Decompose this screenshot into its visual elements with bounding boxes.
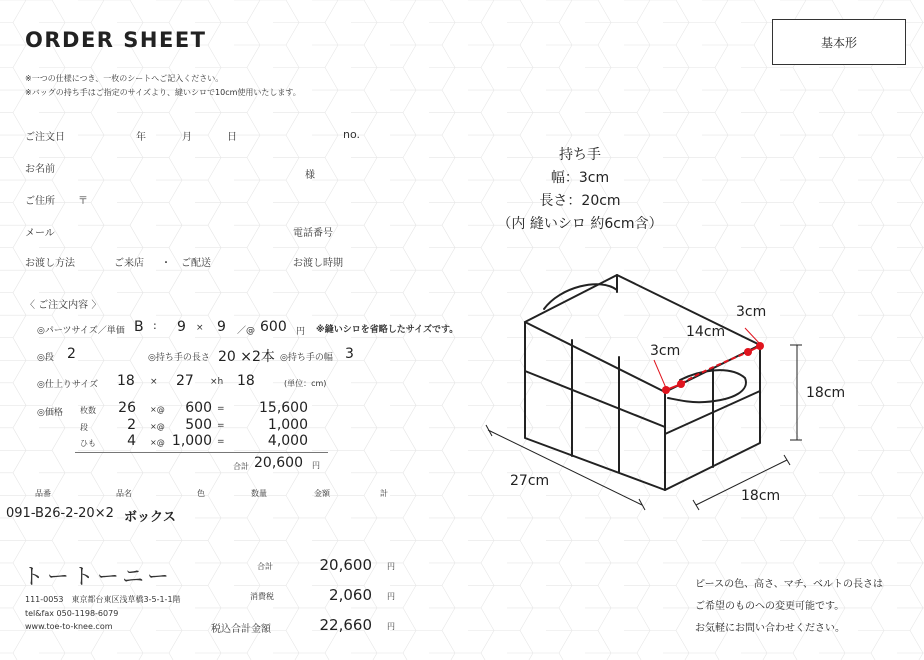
price-row-name: 枚数 bbox=[80, 406, 96, 415]
handle-length-label: ◎持ち手の長さ bbox=[148, 353, 210, 363]
dan-label: ◎段 bbox=[37, 353, 54, 363]
handle-spec-length: 長さ：20cm bbox=[539, 193, 621, 209]
delivery-method-label: お渡し方法 bbox=[25, 258, 75, 269]
price-row-amount: 15,600 bbox=[259, 400, 308, 416]
dimension-width: 27cm bbox=[510, 473, 550, 489]
handle-spec-width: 幅：3cm bbox=[550, 170, 610, 186]
company-logo: トートーニー bbox=[22, 565, 173, 590]
handle-width-value: 3 bbox=[345, 346, 354, 362]
price-row-equals: = bbox=[217, 404, 225, 414]
custom-note-3: お気軽にお問い合わせください。 bbox=[695, 623, 845, 634]
price-row-qty: 4 bbox=[127, 433, 136, 449]
price-row-at: ×@ bbox=[150, 405, 165, 414]
parts-yen: 円 bbox=[296, 327, 306, 337]
parts-height: 9 bbox=[217, 319, 226, 335]
mail-label: メール bbox=[25, 228, 55, 239]
price-row-amount: 1,000 bbox=[267, 417, 308, 433]
price-row-equals: = bbox=[217, 421, 225, 431]
handle-side-left: 3cm bbox=[650, 343, 681, 359]
subtotal-value: 20,600 bbox=[254, 455, 303, 471]
company-address: 111-0053 東京都台東区浅草橋3-5-1-1階 bbox=[25, 595, 181, 604]
delivery-ship: ご配送 bbox=[181, 258, 211, 269]
note-line-2: ※バッグの持ち手はご指定のサイズより、縫いシロで10cm使用いたします。 bbox=[25, 88, 301, 97]
finish-height: 18 bbox=[237, 373, 255, 389]
table-header-total: 計 bbox=[380, 489, 388, 498]
finish-times-h: ×h bbox=[210, 377, 224, 387]
table-header-code: 品番 bbox=[35, 489, 51, 498]
price-row-equals: = bbox=[217, 437, 225, 447]
price-row-qty: 2 bbox=[127, 417, 136, 433]
price-row-at: ×@ bbox=[150, 438, 165, 447]
product-name: ボックス bbox=[124, 510, 176, 525]
grand-total-label: 税込合計金額 bbox=[211, 624, 271, 635]
handle-length-value: 20 ×2本 bbox=[218, 349, 275, 365]
total-yen: 円 bbox=[387, 562, 395, 571]
day-label: 日 bbox=[227, 132, 237, 143]
dan-value: 2 bbox=[67, 346, 76, 362]
price-row-qty: 26 bbox=[118, 400, 136, 416]
dimension-height: 18cm bbox=[806, 385, 846, 401]
tax-value: 2,060 bbox=[329, 586, 372, 604]
parts-times: × bbox=[196, 323, 204, 333]
price-row-unit: 600 bbox=[185, 400, 212, 416]
finish-times: × bbox=[150, 377, 158, 387]
handle-spec-note: （内 縫いシロ 約6cm含） bbox=[497, 216, 663, 232]
delivery-dot: ・ bbox=[161, 258, 171, 269]
subtotal-yen: 円 bbox=[312, 461, 320, 470]
parts-code: B bbox=[134, 319, 144, 335]
grand-total-value: 22,660 bbox=[319, 616, 372, 634]
dimension-depth: 18cm bbox=[741, 488, 781, 504]
subtotal-label: 合計 bbox=[233, 462, 249, 471]
custom-note-1: ピースの色、高さ、マチ、ベルトの長さは bbox=[695, 579, 883, 590]
price-row-unit: 1,000 bbox=[171, 433, 212, 449]
handle-middle: 14cm bbox=[686, 324, 726, 340]
price-label: ◎価格 bbox=[37, 408, 63, 418]
handle-spec-title: 持ち手 bbox=[559, 147, 601, 163]
finish-depth: 27 bbox=[176, 373, 194, 389]
address-label: ご住所 bbox=[25, 196, 55, 207]
table-header-qty: 数量 bbox=[251, 489, 267, 498]
grand-total-yen: 円 bbox=[387, 622, 395, 631]
type-box: 基本形 bbox=[772, 19, 906, 65]
box-front-face bbox=[525, 322, 665, 490]
handle-width-label: ◎持ち手の幅 bbox=[280, 353, 333, 363]
company-tel: tel&fax 050-1198-6079 bbox=[25, 609, 119, 618]
product-code: 091-B26-2-20×2 bbox=[6, 506, 114, 521]
price-row-name: 段 bbox=[80, 423, 88, 432]
parts-note: ※縫いシロを省略したサイズです。 bbox=[316, 325, 459, 335]
delivery-store: ご来店 bbox=[114, 258, 144, 269]
table-header-color: 色 bbox=[197, 489, 205, 498]
year-label: 年 bbox=[136, 132, 146, 143]
name-label: お名前 bbox=[25, 164, 55, 175]
order-date-label: ご注文日 bbox=[25, 132, 65, 143]
finish-size-label: ◎仕上りサイズ bbox=[37, 380, 99, 390]
month-label: 月 bbox=[182, 132, 192, 143]
table-header-name: 品名 bbox=[116, 489, 132, 498]
parts-width: 9 bbox=[177, 319, 186, 335]
price-row-unit: 500 bbox=[185, 417, 212, 433]
price-row-at: ×@ bbox=[150, 422, 165, 431]
handle-side-right: 3cm bbox=[736, 304, 767, 320]
unit-note: (単位：cm) bbox=[284, 379, 327, 388]
phone-label: 電話番号 bbox=[293, 228, 333, 239]
price-row-amount: 4,000 bbox=[267, 433, 308, 449]
parts-size-label: ◎パーツサイズ／単価 bbox=[37, 326, 125, 336]
tax-yen: 円 bbox=[387, 592, 395, 601]
custom-note-2: ご希望のものへの変更可能です。 bbox=[695, 601, 845, 612]
order-no-label: no. bbox=[343, 128, 361, 141]
tax-label: 消費税 bbox=[250, 592, 274, 601]
price-row-name: ひも bbox=[80, 439, 96, 448]
company-url: www.toe-to-knee.com bbox=[25, 622, 113, 631]
page-title: ORDER SHEET bbox=[25, 28, 207, 52]
note-line-1: ※一つの仕様につき、一枚のシートへご記入ください。 bbox=[25, 74, 224, 83]
back-handle bbox=[544, 284, 617, 309]
postal-mark: 〒 bbox=[78, 196, 88, 207]
total-label: 合計 bbox=[257, 562, 273, 571]
finish-width: 18 bbox=[117, 373, 135, 389]
delivery-time-label: お渡し時期 bbox=[293, 258, 343, 269]
parts-colon: : bbox=[153, 319, 157, 332]
parts-unit-price: 600 bbox=[260, 319, 287, 335]
total-value: 20,600 bbox=[319, 556, 372, 574]
table-header-amount: 金額 bbox=[314, 489, 330, 498]
order-section-title: 〈 ご注文内容 〉 bbox=[25, 300, 102, 311]
parts-at: ／@ bbox=[237, 326, 256, 336]
sama-label: 様 bbox=[305, 170, 315, 181]
